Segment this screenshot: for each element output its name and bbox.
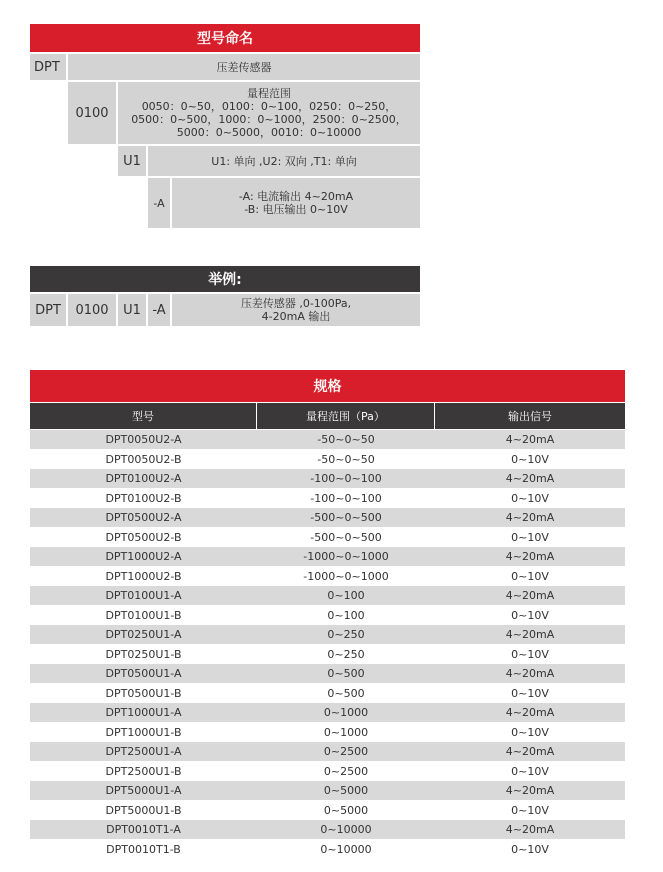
cell-output: 0~10V bbox=[511, 647, 549, 661]
cell-output: 0~10V bbox=[511, 491, 549, 505]
table-row bbox=[30, 742, 625, 761]
cell-model: DPT0100U2-B bbox=[105, 491, 182, 505]
cell-model: DPT1000U2-B bbox=[105, 569, 182, 583]
spec-header-range: 量程范围（Pa） bbox=[257, 403, 434, 429]
table-row bbox=[30, 645, 625, 664]
table-row bbox=[30, 450, 625, 469]
cell-range: 0~100 bbox=[327, 608, 365, 622]
cell-output: 4~20mA bbox=[505, 628, 555, 641]
cell-range: -50~0~50 bbox=[317, 433, 375, 446]
cell-range: 0~500 bbox=[327, 667, 365, 680]
cell-output: 4~20mA bbox=[505, 823, 555, 836]
cell-model: DPT0010T1-A bbox=[106, 823, 181, 836]
cell-output: 4~20mA bbox=[505, 511, 555, 524]
example-desc-line: 4-20mA 输出 bbox=[261, 310, 331, 323]
table-row bbox=[30, 664, 625, 683]
cell-output: 0~10V bbox=[511, 764, 549, 778]
table-row bbox=[30, 723, 625, 742]
cell-model: DPT0050U2-A bbox=[105, 433, 182, 446]
naming-range-desc bbox=[118, 82, 420, 144]
naming-prefix-desc: 压差传感器 bbox=[68, 54, 420, 80]
cell-output: 4~20mA bbox=[505, 745, 555, 758]
cell-model: DPT0500U2-A bbox=[105, 511, 182, 524]
cell-output: 4~20mA bbox=[505, 667, 555, 680]
cell-model: DPT1000U2-A bbox=[105, 550, 182, 563]
cell-range: 0~250 bbox=[327, 628, 365, 641]
cell-model: DPT0500U2-B bbox=[105, 530, 182, 544]
cell-range: -500~0~500 bbox=[310, 530, 382, 544]
cell-output: 0~10V bbox=[511, 608, 549, 622]
spec-header-model: 型号 bbox=[30, 403, 256, 429]
cell-output: 0~10V bbox=[511, 686, 549, 700]
table-row bbox=[30, 547, 625, 566]
cell-output: 0~10V bbox=[511, 725, 549, 739]
range-desc-line: 0500：0~500，1000：0~1000，2500：0~2500， bbox=[131, 113, 407, 126]
table-row bbox=[30, 508, 625, 527]
table-row bbox=[30, 625, 625, 644]
cell-range: -50~0~50 bbox=[317, 452, 375, 466]
cell-output: 4~20mA bbox=[505, 784, 555, 797]
cell-range: 0~1000 bbox=[323, 725, 369, 739]
range-desc-line: 5000：0~5000，0010：0~10000 bbox=[176, 126, 362, 139]
cell-model: DPT0010T1-B bbox=[106, 842, 181, 856]
naming-range-code: 0100 bbox=[68, 82, 116, 144]
cell-range: 0~2500 bbox=[323, 745, 369, 758]
table-row bbox=[30, 606, 625, 625]
table-row bbox=[30, 586, 625, 605]
table-row bbox=[30, 801, 625, 820]
example-part-prefix: DPT bbox=[30, 294, 66, 326]
cell-range: 0~250 bbox=[327, 647, 365, 661]
output-desc-line: -A: 电流输出 4~20mA bbox=[238, 190, 354, 203]
range-desc-line: 量程范围 bbox=[247, 87, 291, 100]
table-row bbox=[30, 489, 625, 508]
cell-model: DPT0100U1-A bbox=[105, 589, 182, 602]
cell-output: 4~20mA bbox=[505, 433, 555, 446]
cell-range: 0~5000 bbox=[323, 803, 369, 817]
table-row bbox=[30, 567, 625, 586]
cell-model: DPT2500U1-A bbox=[105, 745, 182, 758]
table-row bbox=[30, 684, 625, 703]
output-desc-line: -B: 电压输出 0~10V bbox=[244, 203, 348, 216]
cell-range: -100~0~100 bbox=[310, 472, 382, 485]
example-desc bbox=[172, 294, 420, 326]
table-row bbox=[30, 840, 625, 859]
example-desc-line: 压差传感器 ,0-100Pa, bbox=[240, 297, 352, 310]
cell-output: 0~10V bbox=[511, 569, 549, 583]
example-part-range: 0100 bbox=[68, 294, 116, 326]
cell-model: DPT0250U1-A bbox=[105, 628, 182, 641]
cell-output: 0~10V bbox=[511, 452, 549, 466]
cell-range: 0~1000 bbox=[323, 706, 369, 719]
cell-model: DPT5000U1-B bbox=[105, 803, 182, 817]
cell-model: DPT5000U1-A bbox=[105, 784, 182, 797]
cell-range: -500~0~500 bbox=[310, 511, 382, 524]
table-row bbox=[30, 430, 625, 449]
cell-range: 0~2500 bbox=[323, 764, 369, 778]
cell-range: 0~10000 bbox=[320, 842, 372, 856]
naming-output-desc bbox=[172, 178, 420, 228]
naming-direction-desc: U1: 单向 ,U2: 双向 ,T1: 单向 bbox=[148, 146, 420, 176]
spec-header-row bbox=[30, 403, 625, 429]
cell-model: DPT1000U1-B bbox=[105, 725, 182, 739]
table-row bbox=[30, 781, 625, 800]
naming-prefix: DPT bbox=[30, 54, 66, 80]
table-row bbox=[30, 469, 625, 488]
table-row bbox=[30, 703, 625, 722]
cell-range: -1000~0~1000 bbox=[303, 550, 389, 563]
range-desc-line: 0050：0~50，0100：0~100，0250：0~250， bbox=[141, 100, 397, 113]
table-row bbox=[30, 528, 625, 547]
cell-model: DPT0500U1-B bbox=[105, 686, 182, 700]
example-part-output: -A bbox=[148, 294, 170, 326]
cell-output: 0~10V bbox=[511, 530, 549, 544]
naming-output-code: -A bbox=[148, 178, 170, 228]
cell-model: DPT0500U1-A bbox=[105, 667, 182, 680]
cell-range: 0~10000 bbox=[320, 823, 372, 836]
cell-output: 4~20mA bbox=[505, 589, 555, 602]
naming-direction-code: U1 bbox=[118, 146, 146, 176]
cell-model: DPT1000U1-A bbox=[105, 706, 182, 719]
cell-model: DPT0250U1-B bbox=[105, 647, 182, 661]
cell-output: 0~10V bbox=[511, 803, 549, 817]
cell-output: 4~20mA bbox=[505, 472, 555, 485]
cell-range: 0~500 bbox=[327, 686, 365, 700]
cell-output: 0~10V bbox=[511, 842, 549, 856]
example-title: 举例: bbox=[30, 266, 420, 292]
cell-model: DPT0100U1-B bbox=[105, 608, 182, 622]
spec-header-output: 输出信号 bbox=[435, 403, 625, 429]
cell-range: -1000~0~1000 bbox=[303, 569, 389, 583]
naming-title: 型号命名 bbox=[30, 24, 420, 52]
cell-model: DPT0100U2-A bbox=[105, 472, 182, 485]
table-row bbox=[30, 820, 625, 839]
spec-title: 规格 bbox=[30, 370, 625, 402]
cell-range: 0~100 bbox=[327, 589, 365, 602]
cell-model: DPT0050U2-B bbox=[105, 452, 182, 466]
cell-model: DPT2500U1-B bbox=[105, 764, 182, 778]
cell-range: 0~5000 bbox=[323, 784, 369, 797]
cell-range: -100~0~100 bbox=[310, 491, 382, 505]
cell-output: 4~20mA bbox=[505, 550, 555, 563]
table-row bbox=[30, 762, 625, 781]
cell-output: 4~20mA bbox=[505, 706, 555, 719]
example-part-direction: U1 bbox=[118, 294, 146, 326]
